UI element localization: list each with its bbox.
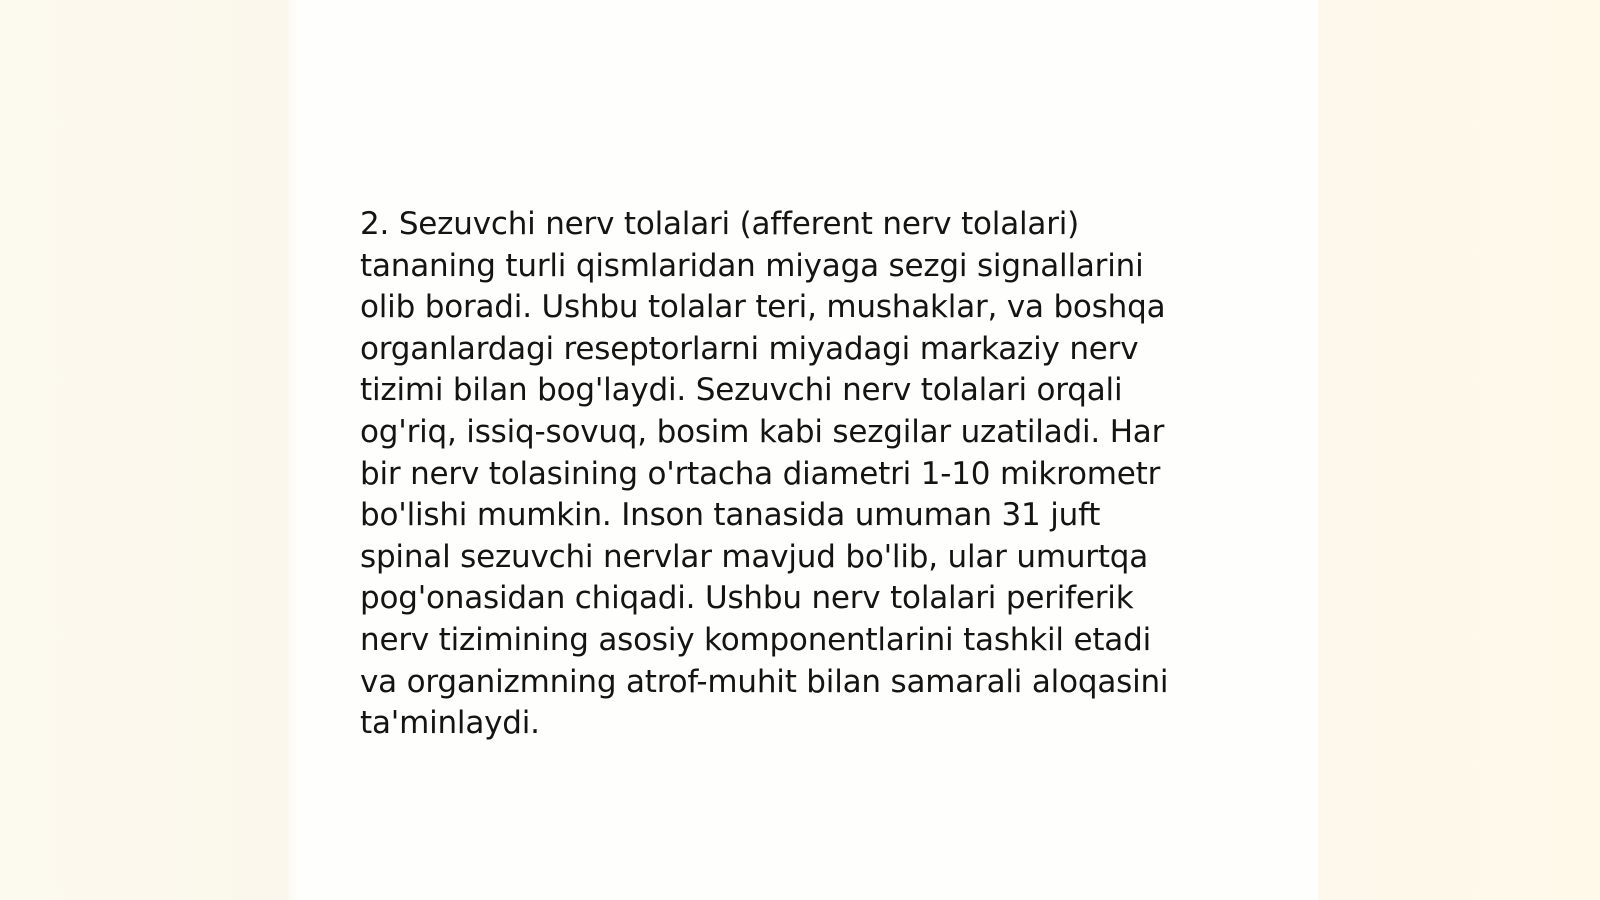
text-line: bo'lishi mumkin. Inson tanasida umuman 31 juft [360, 497, 1101, 534]
text-line: olib boradi. Ushbu tolalar teri, mushaklar, va boshqa [360, 289, 1166, 326]
text-line: tizimi bilan bog'laydi. Sezuvchi nerv tolalari orqali [360, 372, 1123, 409]
text-line: og'riq, issiq-sovuq, bosim kabi sezgilar uzatiladi. Har [360, 413, 1165, 450]
text-line: spinal sezuvchi nervlar mavjud bo'lib, ular umurtqa [360, 538, 1149, 575]
text-line: organlardagi reseptorlarni miyadagi markaziy nerv [360, 330, 1139, 367]
text-line: pog'onasidan chiqadi. Ushbu nerv tolalari periferik [360, 580, 1134, 617]
slide-body-text [360, 204, 1260, 745]
text-line: ta'minlaydi. [360, 705, 540, 742]
text-line: 2. Sezuvchi nerv tolalari (afferent nerv tolalari) [360, 206, 1080, 242]
text-line: bir nerv tolasining o'rtacha diametri 1-10 mikrometr [360, 455, 1161, 492]
text-line: tananing turli qismlaridan miyaga sezgi signallarini [360, 247, 1144, 284]
text-line: nerv tizimining asosiy komponentlarini tashkil etadi [360, 621, 1151, 658]
slide [296, 0, 1318, 900]
text-line: va organizmning atrof-muhit bilan samarali aloqasini [360, 663, 1169, 700]
